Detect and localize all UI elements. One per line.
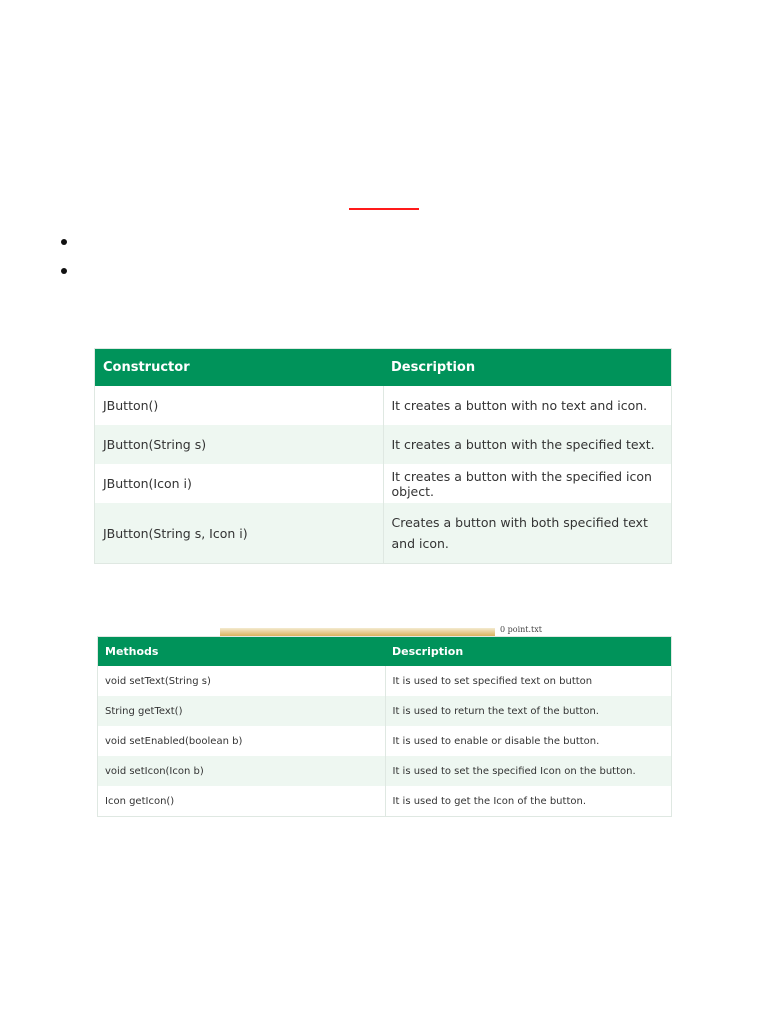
table-row: [98, 756, 671, 786]
table-row: [98, 696, 671, 726]
table-row: [98, 666, 671, 696]
description-cell: It is used to get the Icon of the button.: [392, 795, 587, 807]
method-cell: void setText(String s): [98, 666, 385, 696]
image-fragment-text: 0 point.txt: [500, 625, 542, 634]
red-underline: [349, 208, 419, 210]
table-header-row: [98, 637, 671, 666]
description-cell: Creates a button with both specified text and icon.: [383, 503, 671, 563]
description-cell: It creates a button with the specified icon object.: [391, 468, 652, 499]
table-row: [95, 425, 671, 464]
table-row: [95, 464, 671, 503]
description-cell: It is used to set specified text on button: [392, 675, 593, 687]
table-row: [98, 726, 671, 756]
description-cell: It is used to return the text of the button.: [385, 696, 671, 726]
table-row: [95, 503, 671, 563]
constructor-cell: JButton(String s): [95, 425, 383, 464]
method-cell: Icon getIcon(): [98, 786, 385, 816]
column-header: Description: [383, 349, 671, 386]
bullet-2: [61, 268, 67, 274]
method-cell: String getText(): [98, 696, 385, 726]
column-header: Constructor: [95, 349, 383, 386]
constructor-cell: JButton(Icon i): [95, 464, 383, 503]
column-header: Methods: [98, 637, 385, 666]
constructors-table: [94, 348, 672, 564]
constructor-cell: JButton(String s, Icon i): [95, 503, 383, 563]
table-header-row: [95, 349, 671, 386]
description-cell: It is used to enable or disable the button.: [392, 735, 600, 747]
table-row: [98, 786, 671, 816]
methods-table: [97, 636, 672, 817]
table-row: [95, 386, 671, 425]
description-cell: It creates a button with no text and icon.: [391, 398, 648, 413]
bullet-1: [61, 239, 67, 245]
description-cell: It is used to set the specified Icon on the button.: [385, 756, 671, 786]
constructor-cell: JButton(): [95, 386, 383, 425]
column-header: Description: [385, 637, 671, 666]
method-cell: void setIcon(Icon b): [98, 756, 385, 786]
description-cell: It creates a button with the specified text.: [383, 425, 671, 464]
method-cell: void setEnabled(boolean b): [98, 726, 385, 756]
